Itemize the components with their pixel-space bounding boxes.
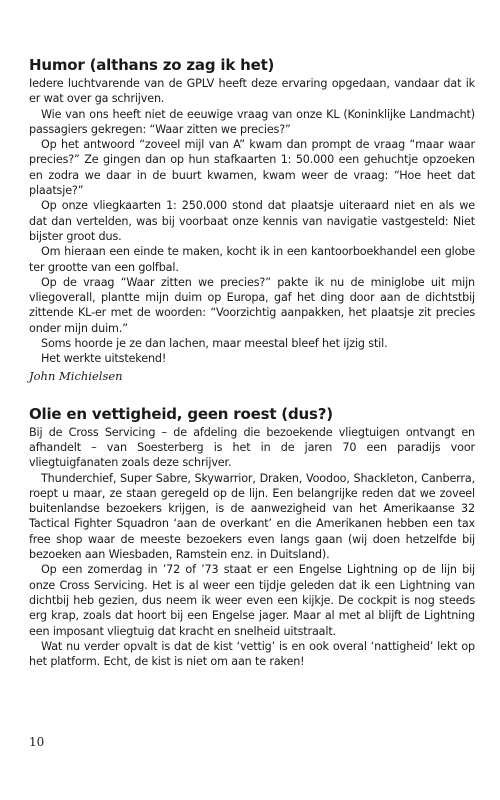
page-content xyxy=(29,55,475,669)
section-spacer xyxy=(29,384,475,404)
author-byline: John Michielsen xyxy=(29,368,123,383)
paragraph: Om hieraan een einde te maken, kocht ik in een kantoorboekhandel een globe ter grootte van een golfbal. xyxy=(29,245,475,274)
paragraph: Het werkte uitstekend! xyxy=(41,352,167,366)
section-title-olie: Olie en vettigheid, geen roest (dus?) xyxy=(29,404,333,423)
section-title-humor: Humor (althans zo zag ik het) xyxy=(29,56,275,74)
paragraph: Op onze vliegkaarten 1: 250.000 stond dat plaatsje uiteraard niet en als we dat dan vertelden, was bij voorbaat onze kennis van navigatie vastgesteld: Niet bijster groot dus. xyxy=(29,199,475,243)
paragraph: Soms hoorde je ze dan lachen, maar meestal bleef het ijzig stil. xyxy=(41,337,388,351)
paragraph: Wie van ons heeft niet de eeuwige vraag van onze KL (Koninklijke Landmacht) passagiers gekregen: “Waar zitten we precies?” xyxy=(29,107,475,136)
paragraph: Op de vraag “Waar zitten we precies?” pakte ik nu de miniglobe uit mijn vliegoverall, plantte mijn duim op Europa, gaf het ding door aan de dichtstbij zittende KL-er met de woorden: “Voorzichtig aanpakken, het plaatsje zit precies onder mijn duim.” xyxy=(29,275,475,335)
paragraph: Op het antwoord “zoveel mijl van A” kwam dan prompt de vraag “maar waar precies?” Ze gingen dan op hun stafkaarten 1: 50.000 een gehuchtje opzoeken en zodra we daar in de buurt kwamen, kwam weer de vraag: “Hoe heet dat plaatsje?” xyxy=(29,138,475,198)
paragraph: Bij de Cross Servicing – de afdeling die bezoekende vliegtuigen ontvangt en afhandelt – van Soesterberg is het in de jaren 70 een paradijs voor vliegtuigfanaten zoals deze schrijver. xyxy=(29,425,475,470)
paragraph: Iedere luchtvarende van de GPLV heeft deze ervaring opgedaan, vandaar dat ik er wat over ga schrijven. xyxy=(29,77,475,106)
paragraph: Thunderchief, Super Sabre, Skywarrior, Draken, Voodoo, Shackleton, Canberra, roept u maar, ze staan geregeld op de lijn. Een belangrijke reden dat we zoveel buitenlandse bezoekers krijgen, is de aanwezigheid van het Amerikaanse 32 Tactical Fighter Squadron ‘aan de overkant’ en die Amerikanen hebben een tax free shop waar de meeste bezoekers even langs gaan (wij doen hetzelfde bij bezoeken aan Wiesbaden, Ramstein enz. in Duitsland). xyxy=(29,471,475,562)
paragraph: Wat nu verder opvalt is dat de kist ‘vettig’ is en ook overal ‘nattigheid’ lekt op het platform. Echt, de kist is niet om aan te raken! xyxy=(29,639,475,669)
page-number: 10 xyxy=(29,735,45,749)
paragraph: Op een zomerdag in ’72 of ’73 staat er een Engelse Lightning op de lijn bij onze Cross Servicing. Het is al weer een tijdje geleden dat ik een Lightning van dichtbij heb gezien, dus neem ik weer even een kijkje. De cockpit is nog steeds erg krap, zoals dat hoort bij een Engelse jager. Maar al met al blijft de Lightning een imposant vliegtuig dat kracht en snelheid uitstraalt. xyxy=(29,563,475,638)
